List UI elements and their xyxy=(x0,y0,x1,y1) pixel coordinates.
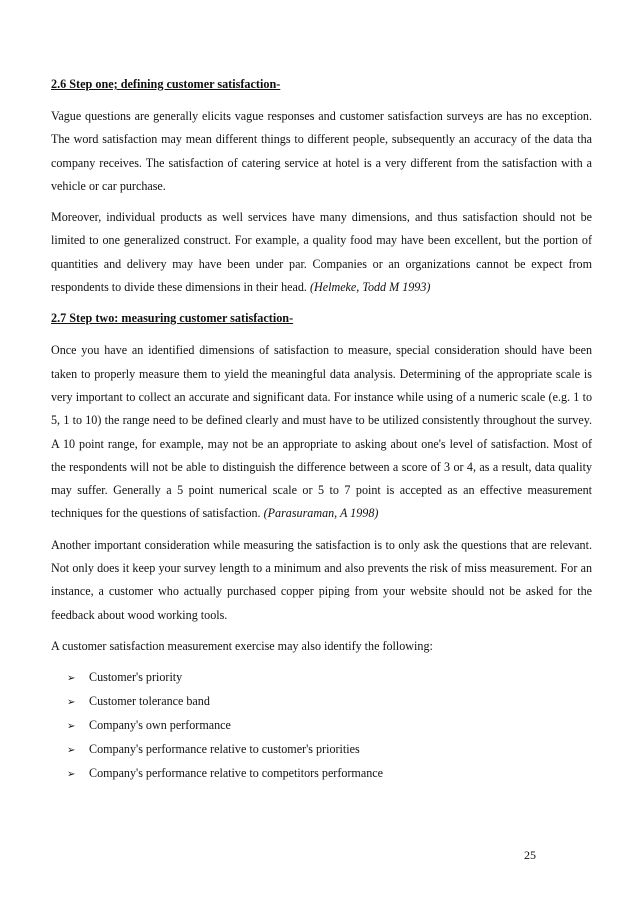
citation: (Helmeke, Todd M 1993) xyxy=(309,280,431,295)
paragraph xyxy=(51,534,592,627)
list-item xyxy=(67,738,592,762)
list-item-text: Company's own performance xyxy=(89,718,231,733)
list-item xyxy=(67,762,592,786)
arrow-bullet-icon: ➢ xyxy=(67,697,76,709)
document-page xyxy=(51,73,592,786)
list-item xyxy=(67,714,592,738)
arrow-bullet-icon: ➢ xyxy=(67,769,76,781)
list-item-text: Customer tolerance band xyxy=(89,694,210,709)
paragraph-text: Once you have an identified dimensions of satisfaction to measure, special consideration should have been taken to properly measure them to yield the meaningful data analysis. Determining of the appropriate scale is very important to collect an accurate and significant data. For instance while using of a numeric scale (e.g. 1 to 5, 1 to 10) the range need to be defined clearly and must have to be utilized consistently throughout the survey. A 10 point range, for example, may not be an appropriate to asking about one's level of satisfaction. Most of the respondents will not be able to distinguish the difference between a score of 3 or 4, as a result, data quality may suffer. Generally a 5 point numerical scale or 5 to 7 point is accepted as an effective measurement techniques for the questions of satisfaction. xyxy=(51,343,592,521)
list-item xyxy=(67,690,592,714)
paragraph-text: Vague questions are generally elicits vague responses and customer satisfaction surveys are has no exception. The word satisfaction may mean different things to different people, subsequently an accuracy of the data tha company receives. The satisfaction of catering service at hotel is a very different from the satisfaction with a vehicle or car purchase. xyxy=(51,109,592,193)
list-item xyxy=(67,666,592,690)
list-item-text: Company's performance relative to competitors performance xyxy=(89,766,383,781)
list-item-text: Company's performance relative to customer's priorities xyxy=(89,742,360,757)
paragraph-text: A customer satisfaction measurement exercise may also identify the following: xyxy=(51,638,433,653)
section-heading-2-7: 2.7 Step two: measuring customer satisfaction- xyxy=(51,311,294,326)
paragraph xyxy=(51,206,592,299)
paragraph-text: Moreover, individual products as well services have many dimensions, and thus satisfaction should not be limited to one generalized construct. For example, a quality food may have been excellent, but the portion of quantities and delivery may have been under par. Companies or an organizations cannot be expect from respondents to divide these dimensions in their head. xyxy=(51,210,592,295)
citation: (Parasuraman, A 1998) xyxy=(263,506,379,521)
arrow-bullet-icon: ➢ xyxy=(67,721,76,733)
bullet-list xyxy=(51,666,592,786)
section-heading-2-6: 2.6 Step one; defining customer satisfaction- xyxy=(51,77,281,91)
paragraph xyxy=(51,105,592,198)
paragraph xyxy=(51,339,592,525)
list-item-text: Customer's priority xyxy=(89,670,183,685)
paragraph-text: Another important consideration while measuring the satisfaction is to only ask the questions that are relevant. Not only does it keep your survey length to a minimum and also prevents the risk of miss measurement. For an instance, a customer who actually purchased copper piping from your website should not be asked for the feedback about wood working tools. xyxy=(51,537,592,622)
page-number: 25 xyxy=(524,848,536,862)
arrow-bullet-icon: ➢ xyxy=(67,745,76,757)
paragraph xyxy=(51,635,592,658)
arrow-bullet-icon: ➢ xyxy=(67,673,76,685)
